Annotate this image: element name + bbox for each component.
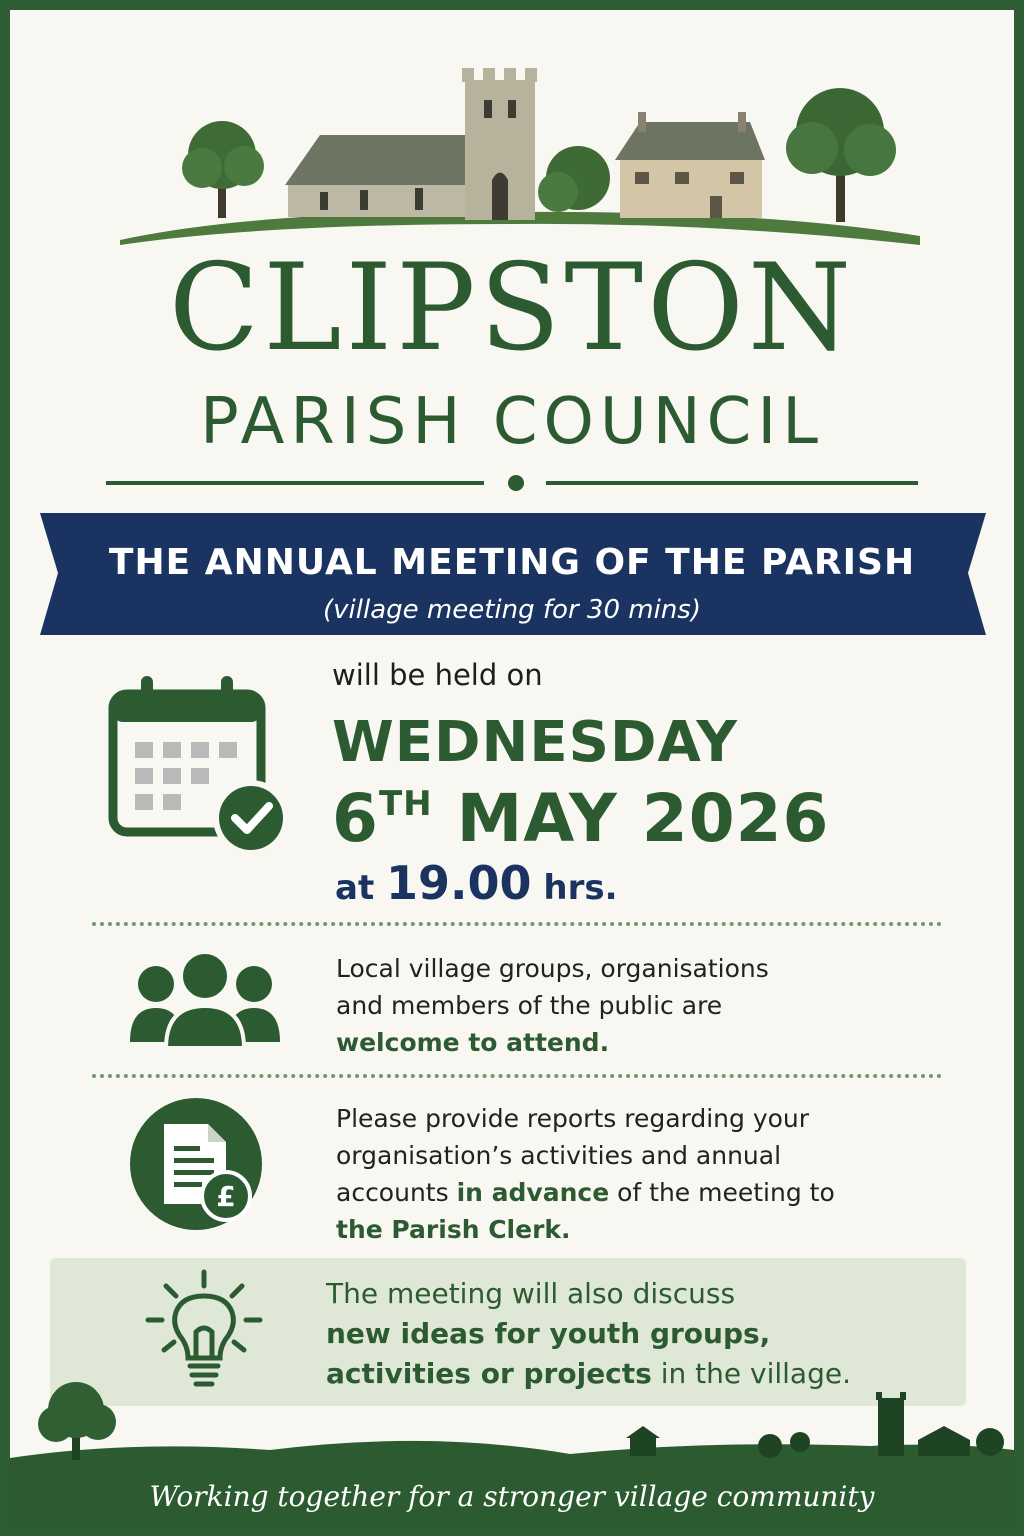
banner-heading: THE ANNUAL MEETING OF THE PARISH [108, 542, 916, 583]
church-door [492, 173, 508, 221]
divider-right [546, 481, 918, 485]
dotted-divider-2 [92, 1074, 942, 1078]
reports-paragraph: Please provide reports regarding your organisation’s activities and annual accounts in advance of the meeting to the Parish Clerk. [336, 1104, 835, 1244]
council-name: CLIPSTON [168, 236, 856, 378]
svg-text:£: £ [216, 1180, 236, 1213]
document-pound-icon [128, 1096, 268, 1236]
cottage [620, 160, 762, 218]
church-nave [288, 185, 470, 217]
attend-paragraph: Local village groups, organisations and members of the public are welcome to attend. [336, 954, 769, 1057]
meeting-time: at 19.00 hrs. [335, 856, 618, 910]
church-roof [285, 135, 470, 185]
meeting-day: WEDNESDAY [332, 710, 738, 775]
date-suffix: TH [378, 784, 433, 824]
footer-church-tower [878, 1398, 904, 1456]
banner-subheading: (village meeting for 30 mins) [323, 595, 701, 625]
people-group-icon [126, 950, 286, 1050]
meeting-date: 6TH MAY 2026 [332, 780, 830, 857]
dotted-divider-1 [92, 922, 942, 926]
held-on-text: will be held on [332, 658, 543, 692]
lightbulb-icon [142, 1266, 266, 1396]
divider-left [106, 481, 484, 485]
council-subtitle: PARISH COUNCIL [200, 385, 824, 459]
footer-tagline: Working together for a stronger village community [149, 1480, 875, 1513]
ideas-paragraph: The meeting will also discuss new ideas for youth groups, activities or projects in the village. [326, 1277, 851, 1390]
divider-dot [508, 475, 524, 491]
calendar-check-icon [105, 670, 295, 860]
village-church-illustration [110, 40, 930, 255]
